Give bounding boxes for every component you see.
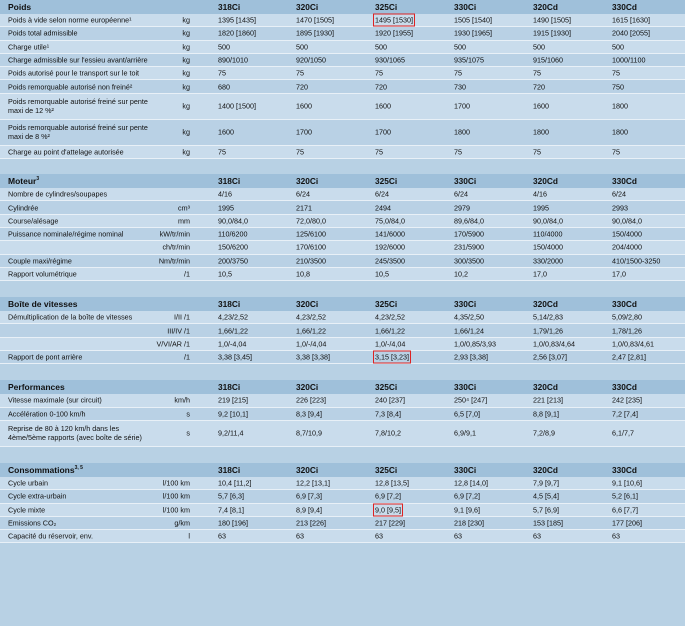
row-label: Démultiplication de la boîte de vitesses bbox=[8, 312, 133, 322]
table-cell: 1800 bbox=[612, 101, 628, 111]
row-label: Poids à vide selon norme européenne¹ bbox=[8, 15, 132, 25]
model-header: 330Ci bbox=[454, 299, 477, 310]
table-cell: 75 bbox=[454, 147, 462, 157]
section-footnote-ref: 3, 5 bbox=[74, 465, 83, 472]
table-cell: 6,9/9,1 bbox=[454, 428, 476, 438]
table-cell: 500 bbox=[375, 42, 387, 52]
table-cell: 141/6000 bbox=[375, 229, 405, 239]
table-cell: 8,9 [9,4] bbox=[296, 505, 322, 515]
table-cell: 150/4000 bbox=[612, 229, 642, 239]
row-unit: ch/tr/min bbox=[162, 242, 190, 252]
row-unit: kg bbox=[182, 55, 190, 65]
table-cell: 4,5 [5,4] bbox=[533, 491, 559, 501]
table-cell: 500 bbox=[218, 42, 230, 52]
table-cell: 63 bbox=[218, 531, 226, 541]
model-header: 330Ci bbox=[454, 464, 477, 475]
row-unit: III/IV /1 bbox=[167, 326, 190, 336]
table-cell: 75 bbox=[612, 147, 620, 157]
model-header: 318Ci bbox=[218, 464, 241, 475]
section-header bbox=[0, 0, 685, 14]
table-cell: 1920 [1955] bbox=[375, 28, 413, 38]
table-cell: 75 bbox=[375, 68, 383, 78]
table-row bbox=[0, 241, 685, 254]
table-cell: 72,0/80,0 bbox=[296, 216, 326, 226]
table-cell: 221 [213] bbox=[533, 395, 563, 405]
model-header: 325Ci bbox=[375, 176, 398, 187]
table-cell: 1895 [1930] bbox=[296, 28, 334, 38]
table-row bbox=[0, 228, 685, 241]
table-cell: 177 [206] bbox=[612, 518, 642, 528]
model-header: 318Ci bbox=[218, 176, 241, 187]
table-cell: 5,09/2,80 bbox=[612, 312, 642, 322]
section-title-text: Consommations bbox=[8, 464, 75, 475]
row-label: Vitesse maximale (sur circuit) bbox=[8, 395, 102, 405]
table-cell: 6,9 [7,3] bbox=[296, 491, 322, 501]
table-cell: 245/3500 bbox=[375, 256, 405, 266]
table-cell: 63 bbox=[375, 531, 383, 541]
table-cell: 1,0/-/4,04 bbox=[375, 339, 406, 349]
table-row bbox=[0, 215, 685, 228]
table-row bbox=[0, 54, 685, 67]
row-unit: kW/tr/min bbox=[159, 229, 190, 239]
table-cell: 153 [185] bbox=[533, 518, 563, 528]
table-cell: 75 bbox=[533, 147, 541, 157]
row-label: Reprise de 80 à 120 km/h dans les 4ème/5ème rapports (avec boîte de série) bbox=[8, 424, 142, 443]
table-row bbox=[0, 67, 685, 80]
table-cell: 63 bbox=[454, 531, 462, 541]
table-cell: 5,2 [6,1] bbox=[612, 491, 638, 501]
row-label: Cycle extra-urbain bbox=[8, 491, 67, 501]
table-cell: 75 bbox=[612, 68, 620, 78]
table-cell: 17,0 bbox=[612, 269, 626, 279]
row-label: Poids remorquable autorisé freiné sur pente maxi de 8 %² bbox=[8, 123, 148, 142]
table-cell: 2040 [2055] bbox=[612, 28, 650, 38]
row-label: Charge admissible sur l'essieu avant/arrière bbox=[8, 55, 148, 65]
section-header bbox=[0, 380, 685, 394]
table-cell: 150/6200 bbox=[218, 242, 248, 252]
model-header: 330Cd bbox=[612, 464, 637, 475]
table-cell: 90,0/84,0 bbox=[612, 216, 642, 226]
table-cell: 2494 bbox=[375, 203, 391, 213]
table-cell: 75 bbox=[454, 68, 462, 78]
table-cell: 2,93 [3,38] bbox=[454, 352, 488, 362]
table-cell: 500 bbox=[533, 42, 545, 52]
table-cell: 90,0/84,0 bbox=[218, 216, 248, 226]
table-cell: 9,1 [10,6] bbox=[612, 478, 642, 488]
section-title-text: Performances bbox=[8, 382, 65, 393]
table-cell: 1470 [1505] bbox=[296, 15, 334, 25]
table-cell: 7,2 [7,4] bbox=[612, 409, 638, 419]
table-cell: 1820 [1860] bbox=[218, 28, 256, 38]
table-cell: 5,14/2,83 bbox=[533, 312, 563, 322]
table-cell: 180 [196] bbox=[218, 518, 248, 528]
table-cell: 110/6200 bbox=[218, 229, 248, 239]
table-cell: 9,1 [9,6] bbox=[454, 505, 480, 515]
table-cell: 1,78/1,26 bbox=[612, 326, 642, 336]
table-cell: 75 bbox=[533, 68, 541, 78]
table-row bbox=[0, 80, 685, 93]
table-cell: 4,23/2,52 bbox=[375, 312, 405, 322]
model-header: 320Cd bbox=[533, 299, 558, 310]
table-cell: 2171 bbox=[296, 203, 312, 213]
table-cell: 12,8 [14,0] bbox=[454, 478, 488, 488]
row-label: Charge utile¹ bbox=[8, 42, 50, 52]
table-cell: 1395 [1435] bbox=[218, 15, 256, 25]
table-cell: 7,2/8,9 bbox=[533, 428, 555, 438]
row-unit: /1 bbox=[184, 269, 190, 279]
row-unit: g/km bbox=[174, 518, 190, 528]
highlighted-cell: 3,15 [3,23] bbox=[375, 352, 409, 362]
table-cell: 89,6/84,0 bbox=[454, 216, 484, 226]
model-header: 330Cd bbox=[612, 176, 637, 187]
row-label: Poids remorquable autorisé freiné sur pente maxi de 12 %² bbox=[8, 97, 148, 116]
table-cell: 9,2 [10,1] bbox=[218, 409, 248, 419]
table-cell: 12,8 [13,5] bbox=[375, 478, 409, 488]
table-cell: 6,9 [7,2] bbox=[454, 491, 480, 501]
table-cell: 1600 bbox=[218, 127, 234, 137]
table-cell: 204/4000 bbox=[612, 242, 642, 252]
table-cell: 500 bbox=[296, 42, 308, 52]
table-row bbox=[0, 94, 685, 120]
table-cell: 5,7 [6,3] bbox=[218, 491, 244, 501]
row-unit: s bbox=[186, 428, 190, 438]
table-row bbox=[0, 351, 685, 364]
table-cell: 6/24 bbox=[612, 189, 626, 199]
table-cell: 1505 [1540] bbox=[454, 15, 492, 25]
table-cell: 218 [230] bbox=[454, 518, 484, 528]
model-header: 330Ci bbox=[454, 176, 477, 187]
table-cell: 240 [237] bbox=[375, 395, 405, 405]
table-cell: 10,5 bbox=[218, 269, 232, 279]
row-unit: l/100 km bbox=[162, 505, 190, 515]
table-cell: 5,7 [6,9] bbox=[533, 505, 559, 515]
table-cell: 500 bbox=[612, 42, 624, 52]
row-unit: kg bbox=[182, 82, 190, 92]
table-cell: 1800 bbox=[533, 127, 549, 137]
table-cell: 3,38 [3,45] bbox=[218, 352, 252, 362]
table-cell: 920/1050 bbox=[296, 55, 326, 65]
table-row bbox=[0, 120, 685, 146]
section-title-text: Poids bbox=[8, 2, 32, 12]
table-cell: 1930 [1965] bbox=[454, 28, 492, 38]
section-title bbox=[8, 465, 83, 475]
row-label: Puissance nominale/régime nominal bbox=[8, 229, 124, 239]
table-row bbox=[0, 311, 685, 324]
table-cell: 7,4 [8,1] bbox=[218, 505, 244, 515]
table-cell: 1,66/1,22 bbox=[375, 326, 405, 336]
table-cell: 231/5900 bbox=[454, 242, 484, 252]
table-cell: 300/3500 bbox=[454, 256, 484, 266]
table-row bbox=[0, 477, 685, 490]
row-label: Poids total admissible bbox=[8, 28, 78, 38]
model-header: 330Cd bbox=[612, 299, 637, 310]
table-cell: 213 [226] bbox=[296, 518, 326, 528]
model-header: 320Cd bbox=[533, 176, 558, 187]
table-cell: 150/4000 bbox=[533, 242, 563, 252]
table-cell: 242 [235] bbox=[612, 395, 642, 405]
table-cell: 7,9 [9,7] bbox=[533, 478, 559, 488]
table-cell: 4,23/2,52 bbox=[218, 312, 248, 322]
table-cell: 250⁴ [247] bbox=[454, 395, 488, 405]
model-header: 320Ci bbox=[296, 299, 319, 310]
table-cell: 63 bbox=[612, 531, 620, 541]
highlighted-cell: 9,0 [9,5] bbox=[375, 505, 401, 515]
table-cell: 1,0/0,83/4,61 bbox=[612, 339, 654, 349]
table-cell: 8,3 [9,4] bbox=[296, 409, 322, 419]
row-unit: kg bbox=[182, 68, 190, 78]
row-label: Charge au point d'attelage autorisée bbox=[8, 147, 124, 157]
model-header: 320Ci bbox=[296, 2, 319, 12]
table-cell: 930/1065 bbox=[375, 55, 405, 65]
table-cell: 6/24 bbox=[296, 189, 310, 199]
table-cell: 1700 bbox=[454, 101, 470, 111]
table-cell: 6,1/7,7 bbox=[612, 428, 634, 438]
model-header: 320Ci bbox=[296, 176, 319, 187]
table-cell: 75 bbox=[218, 147, 226, 157]
row-label: Capacité du réservoir, env. bbox=[8, 531, 93, 541]
row-label: Nombre de cylindres/soupapes bbox=[8, 189, 108, 199]
table-cell: 1700 bbox=[296, 127, 312, 137]
table-cell: 210/3500 bbox=[296, 256, 326, 266]
table-cell: 1,66/1,24 bbox=[454, 326, 484, 336]
table-row bbox=[0, 14, 685, 27]
section-spacer bbox=[0, 159, 685, 174]
row-label: Rapport volumétrique bbox=[8, 269, 77, 279]
row-unit: I/II /1 bbox=[174, 312, 190, 322]
section-footnote-ref: 3 bbox=[36, 176, 40, 183]
table-cell: 10,2 bbox=[454, 269, 468, 279]
table-row bbox=[0, 517, 685, 530]
table-row bbox=[0, 530, 685, 543]
table-cell: 10,5 bbox=[375, 269, 389, 279]
row-unit: kg bbox=[182, 147, 190, 157]
section-header bbox=[0, 297, 685, 311]
row-unit: V/VI/AR /1 bbox=[156, 339, 190, 349]
table-cell: 1600 bbox=[375, 101, 391, 111]
table-cell: 1600 bbox=[296, 101, 312, 111]
table-cell: 9,2/11,4 bbox=[218, 428, 244, 438]
section-title-text: Moteur bbox=[8, 176, 37, 187]
table-cell: 170/5900 bbox=[454, 229, 484, 239]
table-cell: 192/6000 bbox=[375, 242, 405, 252]
table-cell: 500 bbox=[454, 42, 466, 52]
model-header: 318Ci bbox=[218, 299, 241, 310]
table-cell: 12,2 [13,1] bbox=[296, 478, 330, 488]
model-header: 320Cd bbox=[533, 464, 558, 475]
table-cell: 680 bbox=[218, 82, 230, 92]
row-label: Cycle mixte bbox=[8, 505, 46, 515]
table-cell: 410/1500-3250 bbox=[612, 256, 661, 266]
table-cell: 6/24 bbox=[375, 189, 389, 199]
table-cell: 17,0 bbox=[533, 269, 547, 279]
row-unit: l/100 km bbox=[162, 478, 190, 488]
section-spacer bbox=[0, 281, 685, 297]
model-header: 325Ci bbox=[375, 2, 398, 12]
row-label: Cycle urbain bbox=[8, 478, 48, 488]
model-header: 318Ci bbox=[218, 382, 241, 393]
highlighted-cell: 1495 [1530] bbox=[375, 15, 413, 25]
table-row bbox=[0, 27, 685, 40]
row-unit: Nm/tr/min bbox=[158, 256, 190, 266]
model-header: 325Ci bbox=[375, 382, 398, 393]
table-cell: 890/1010 bbox=[218, 55, 248, 65]
row-label: Poids autorisé pour le transport sur le toit bbox=[8, 68, 140, 78]
row-unit: l/100 km bbox=[162, 491, 190, 501]
table-cell: 4,35/2,50 bbox=[454, 312, 484, 322]
table-cell: 6,9 [7,2] bbox=[375, 491, 401, 501]
row-label: Accélération 0-100 km/h bbox=[8, 409, 86, 419]
table-cell: 125/6100 bbox=[296, 229, 326, 239]
model-header: 330Cd bbox=[612, 382, 637, 393]
table-cell: 8,7/10,9 bbox=[296, 428, 322, 438]
table-cell: 6,5 [7,0] bbox=[454, 409, 480, 419]
table-cell: 3,38 [3,38] bbox=[296, 352, 330, 362]
table-cell: 1,0/0,83/4,64 bbox=[533, 339, 575, 349]
row-unit: kg bbox=[182, 42, 190, 52]
section-title bbox=[8, 299, 77, 309]
table-cell: 10,4 [11,2] bbox=[218, 478, 252, 488]
section-header bbox=[0, 463, 685, 477]
table-cell: 1490 [1505] bbox=[533, 15, 571, 25]
table-cell: 1,66/1,22 bbox=[218, 326, 248, 336]
row-label: Emissions CO₂ bbox=[8, 518, 57, 528]
table-cell: 1600 bbox=[533, 101, 549, 111]
model-header: 330Ci bbox=[454, 382, 477, 393]
table-cell: 6,6 [7,7] bbox=[612, 505, 638, 515]
table-cell: 170/6100 bbox=[296, 242, 326, 252]
row-unit: km/h bbox=[174, 395, 190, 405]
table-cell: 4/16 bbox=[218, 189, 232, 199]
row-unit: kg bbox=[182, 127, 190, 137]
model-header: 330Ci bbox=[454, 2, 477, 12]
section-title-text: Boîte de vitesses bbox=[8, 299, 78, 310]
table-cell: 63 bbox=[296, 531, 304, 541]
row-label: Rapport de pont arrière bbox=[8, 352, 83, 362]
table-cell: 8,8 [9,1] bbox=[533, 409, 559, 419]
table-cell: 1800 bbox=[612, 127, 628, 137]
table-row bbox=[0, 394, 685, 407]
table-cell: 4/16 bbox=[533, 189, 547, 199]
table-cell: 75 bbox=[296, 68, 304, 78]
table-cell: 226 [223] bbox=[296, 395, 326, 405]
table-cell: 4,23/2,52 bbox=[296, 312, 326, 322]
model-header: 320Cd bbox=[533, 382, 558, 393]
table-cell: 2979 bbox=[454, 203, 470, 213]
row-unit: l bbox=[188, 531, 190, 541]
table-row bbox=[0, 255, 685, 268]
table-cell: 75,0/84,0 bbox=[375, 216, 405, 226]
table-cell: 90,0/84,0 bbox=[533, 216, 563, 226]
row-label: Poids remorquable autorisé non freiné² bbox=[8, 82, 133, 92]
table-cell: 1615 [1630] bbox=[612, 15, 650, 25]
table-cell: 200/3750 bbox=[218, 256, 248, 266]
table-cell: 10,8 bbox=[296, 269, 310, 279]
table-cell: 1,79/1,26 bbox=[533, 326, 563, 336]
table-row bbox=[0, 408, 685, 421]
table-cell: 1995 bbox=[218, 203, 234, 213]
section-title bbox=[8, 2, 31, 12]
model-header: 318Ci bbox=[218, 2, 241, 12]
table-row bbox=[0, 41, 685, 54]
row-unit: kg bbox=[182, 15, 190, 25]
section-header bbox=[0, 174, 685, 188]
table-cell: 7,8/10,2 bbox=[375, 428, 401, 438]
row-label: Cylindrée bbox=[8, 203, 39, 213]
row-unit: kg bbox=[182, 101, 190, 111]
table-cell: 1800 bbox=[454, 127, 470, 137]
table-cell: 730 bbox=[454, 82, 466, 92]
table-cell: 75 bbox=[375, 147, 383, 157]
section-title bbox=[8, 382, 65, 392]
table-row bbox=[0, 268, 685, 281]
table-row bbox=[0, 421, 685, 447]
table-cell: 1,0/0,85/3,93 bbox=[454, 339, 496, 349]
model-header: 320Cd bbox=[533, 2, 558, 12]
table-cell: 1,0/-4,04 bbox=[218, 339, 247, 349]
table-cell: 1000/1100 bbox=[612, 55, 646, 65]
table-cell: 219 [215] bbox=[218, 395, 248, 405]
table-cell: 2993 bbox=[612, 203, 628, 213]
table-row bbox=[0, 490, 685, 503]
table-cell: 330/2000 bbox=[533, 256, 563, 266]
model-header: 320Ci bbox=[296, 464, 319, 475]
table-cell: 720 bbox=[375, 82, 387, 92]
row-label: Couple maxi/régime bbox=[8, 256, 72, 266]
table-cell: 110/4000 bbox=[533, 229, 563, 239]
table-cell: 75 bbox=[218, 68, 226, 78]
table-cell: 720 bbox=[533, 82, 545, 92]
section-spacer bbox=[0, 364, 685, 380]
table-cell: 1915 [1930] bbox=[533, 28, 571, 38]
table-cell: 1995 bbox=[533, 203, 549, 213]
table-cell: 750 bbox=[612, 82, 624, 92]
table-cell: 2,56 [3,07] bbox=[533, 352, 567, 362]
model-header: 330Cd bbox=[612, 2, 637, 12]
table-cell: 217 [229] bbox=[375, 518, 405, 528]
table-cell: 1,66/1,22 bbox=[296, 326, 326, 336]
row-label: Course/alésage bbox=[8, 216, 59, 226]
model-header: 325Ci bbox=[375, 299, 398, 310]
table-cell: 75 bbox=[296, 147, 304, 157]
table-cell: 2,47 [2,81] bbox=[612, 352, 646, 362]
model-header: 320Ci bbox=[296, 382, 319, 393]
table-cell: 1,0/-/4,04 bbox=[296, 339, 327, 349]
row-unit: mm bbox=[178, 216, 190, 226]
table-cell: 6/24 bbox=[454, 189, 468, 199]
table-cell: 1400 [1500] bbox=[218, 101, 256, 111]
row-unit: s bbox=[186, 409, 190, 419]
table-cell: 1700 bbox=[375, 127, 391, 137]
table-row bbox=[0, 504, 685, 517]
table-row bbox=[0, 338, 685, 351]
table-cell: 7,3 [8,4] bbox=[375, 409, 401, 419]
model-header: 325Ci bbox=[375, 464, 398, 475]
row-unit: cm³ bbox=[178, 203, 190, 213]
table-row bbox=[0, 188, 685, 201]
table-cell: 915/1060 bbox=[533, 55, 563, 65]
table-cell: 63 bbox=[533, 531, 541, 541]
row-unit: /1 bbox=[184, 352, 190, 362]
table-cell: 720 bbox=[296, 82, 308, 92]
table-row bbox=[0, 324, 685, 337]
table-row bbox=[0, 146, 685, 159]
table-cell: 935/1075 bbox=[454, 55, 484, 65]
section-spacer bbox=[0, 447, 685, 463]
table-row bbox=[0, 201, 685, 214]
section-title bbox=[8, 176, 39, 186]
row-unit: kg bbox=[182, 28, 190, 38]
